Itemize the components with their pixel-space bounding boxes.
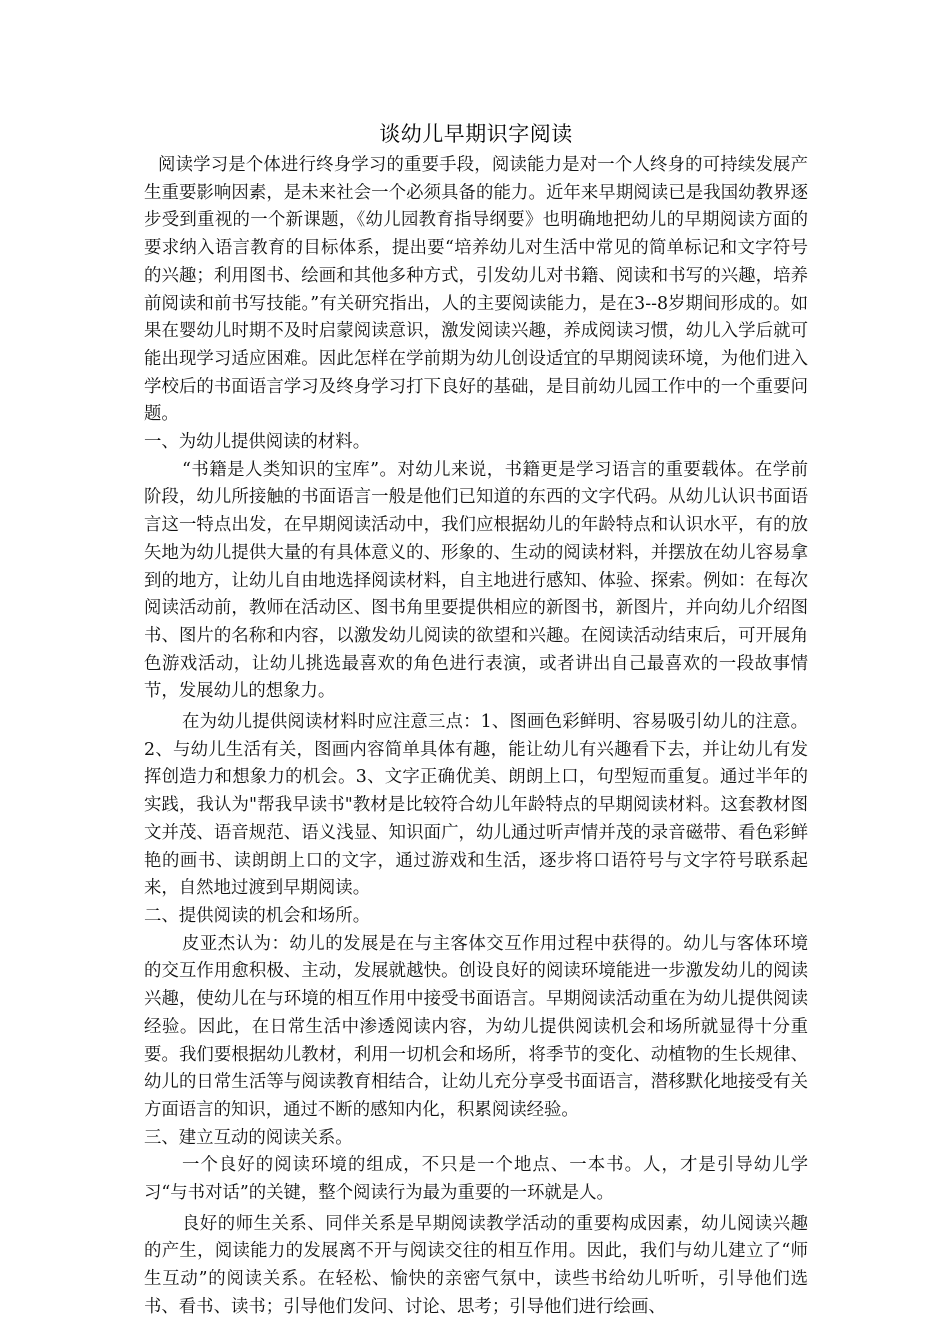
body-paragraph: 一个良好的阅读环境的组成，不只是一个地点、一本书。人，才是引导幼儿学习“与书对话”的关键，整个阅读行为最为重要的一环就是人。 bbox=[144, 1155, 808, 1204]
section-heading-3: 三、建立互动的阅读关系。 bbox=[144, 1127, 353, 1148]
body-paragraph: 皮亚杰认为：幼儿的发展是在与主客体交互作用过程中获得的。幼儿与客体环境的交互作用愈积极、主动，发展就越快。创设良好的阅读环境能进一步激发幼儿的阅读兴趣，使幼儿在与环境的相互作用中接受书面语言。早期阅读活动重在为幼儿提供阅读经验。因此，在日常生活中渗透阅读内容，为幼儿提供阅读机会和场所就显得十分重要。我们要根据幼儿教材，利用一切机会和场所，将季节的变化、动植物的生长规律、幼儿的日常生活等与阅读教育相结合，让幼儿充分享受书面语言，潜移默化地接受有关方面语言的知识，通过不断的感知内化，积累阅读经验。 bbox=[144, 933, 808, 1120]
document-body bbox=[144, 118, 808, 1322]
section-heading-2: 二、提供阅读的机会和场所。 bbox=[144, 905, 371, 926]
intro-paragraph: 阅读学习是个体进行终身学习的重要手段，阅读能力是对一个人终身的可持续发展产生重要影响因素，是未来社会一个必须具备的能力。近年来早期阅读已是我国幼教界逐步受到重视的一个新课题，《幼儿园教育指导纲要》也明确地把幼儿的早期阅读方面的要求纳入语言教育的目标体系，提出要“培养幼儿对生活中常见的简单标记和文字符号的兴趣；利用图书、绘画和其他多种方式，引发幼儿对书籍、阅读和书写的兴趣，培养前阅读和前书写技能。”有关研究指出，人的主要阅读能力，是在3--8岁期间形成的。如果在婴幼儿时期不及时启蒙阅读意识，激发阅读兴趣，养成阅读习惯，幼儿入学后就可能出现学习适应困难。因此怎样在学前期为幼儿创设适宜的早期阅读环境，为他们进入学校后的书面语言学习及终身学习打下良好的基础，是目前幼儿园工作中的一个重要问题。 bbox=[144, 155, 808, 425]
body-paragraph: “书籍是人类知识的宝库”。对幼儿来说，书籍更是学习语言的重要载体。在学前阶段，幼儿所接触的书面语言一般是他们已知道的东西的文字代码。从幼儿认识书面语言这一特点出发，在早期阅读活动中，我们应根据幼儿的年龄特点和认识水平，有的放矢地为幼儿提供大量的有具体意义的、形象的、生动的阅读材料，并摆放在幼儿容易拿到的地方，让幼儿自由地选择阅读材料，自主地进行感知、体验、探索。例如：在每次阅读活动前，教师在活动区、图书角里要提供相应的新图书，新图片，并向幼儿介绍图书、图片的名称和内容，以激发幼儿阅读的欲望和兴趣。在阅读活动结束后，可开展角色游戏活动，让幼儿挑选最喜欢的角色进行表演，或者讲出自己最喜欢的一段故事情节，发展幼儿的想象力。 bbox=[144, 459, 808, 702]
body-paragraph: 良好的师生关系、同伴关系是早期阅读教学活动的重要构成因素，幼儿阅读兴趣的产生，阅读能力的发展离不开与阅读交往的相互作用。因此，我们与幼儿建立了“师生互动”的阅读关系。在轻松、愉快的亲密气氛中，读些书给幼儿听听，引导他们选书、看书、读书；引导他们发问、讨论、思考；引导他们进行绘画、 bbox=[144, 1213, 808, 1317]
body-paragraph: 在为幼儿提供阅读材料时应注意三点：1、图画色彩鲜明、容易吸引幼儿的注意。2、与幼儿生活有关，图画内容简单具体有趣，能让幼儿有兴趣看下去，并让幼儿有发挥创造力和想象力的机会。3、文字正确优美、朗朗上口，句型短而重复。通过半年的实践，我认为"帮我早读书"教材是比较符合幼儿年龄特点的早期阅读材料。这套教材图文并茂、语音规范、语义浅显、知识面广，幼儿通过听声情并茂的录音磁带、看色彩鲜艳的画书、读朗朗上口的文字，通过游戏和生活，逐步将口语符号与文字符号联系起来，自然地过渡到早期阅读。 bbox=[144, 712, 808, 899]
section-heading-1: 一、为幼儿提供阅读的材料。 bbox=[144, 432, 371, 453]
document-title: 谈幼儿早期识字阅读 bbox=[379, 122, 573, 146]
